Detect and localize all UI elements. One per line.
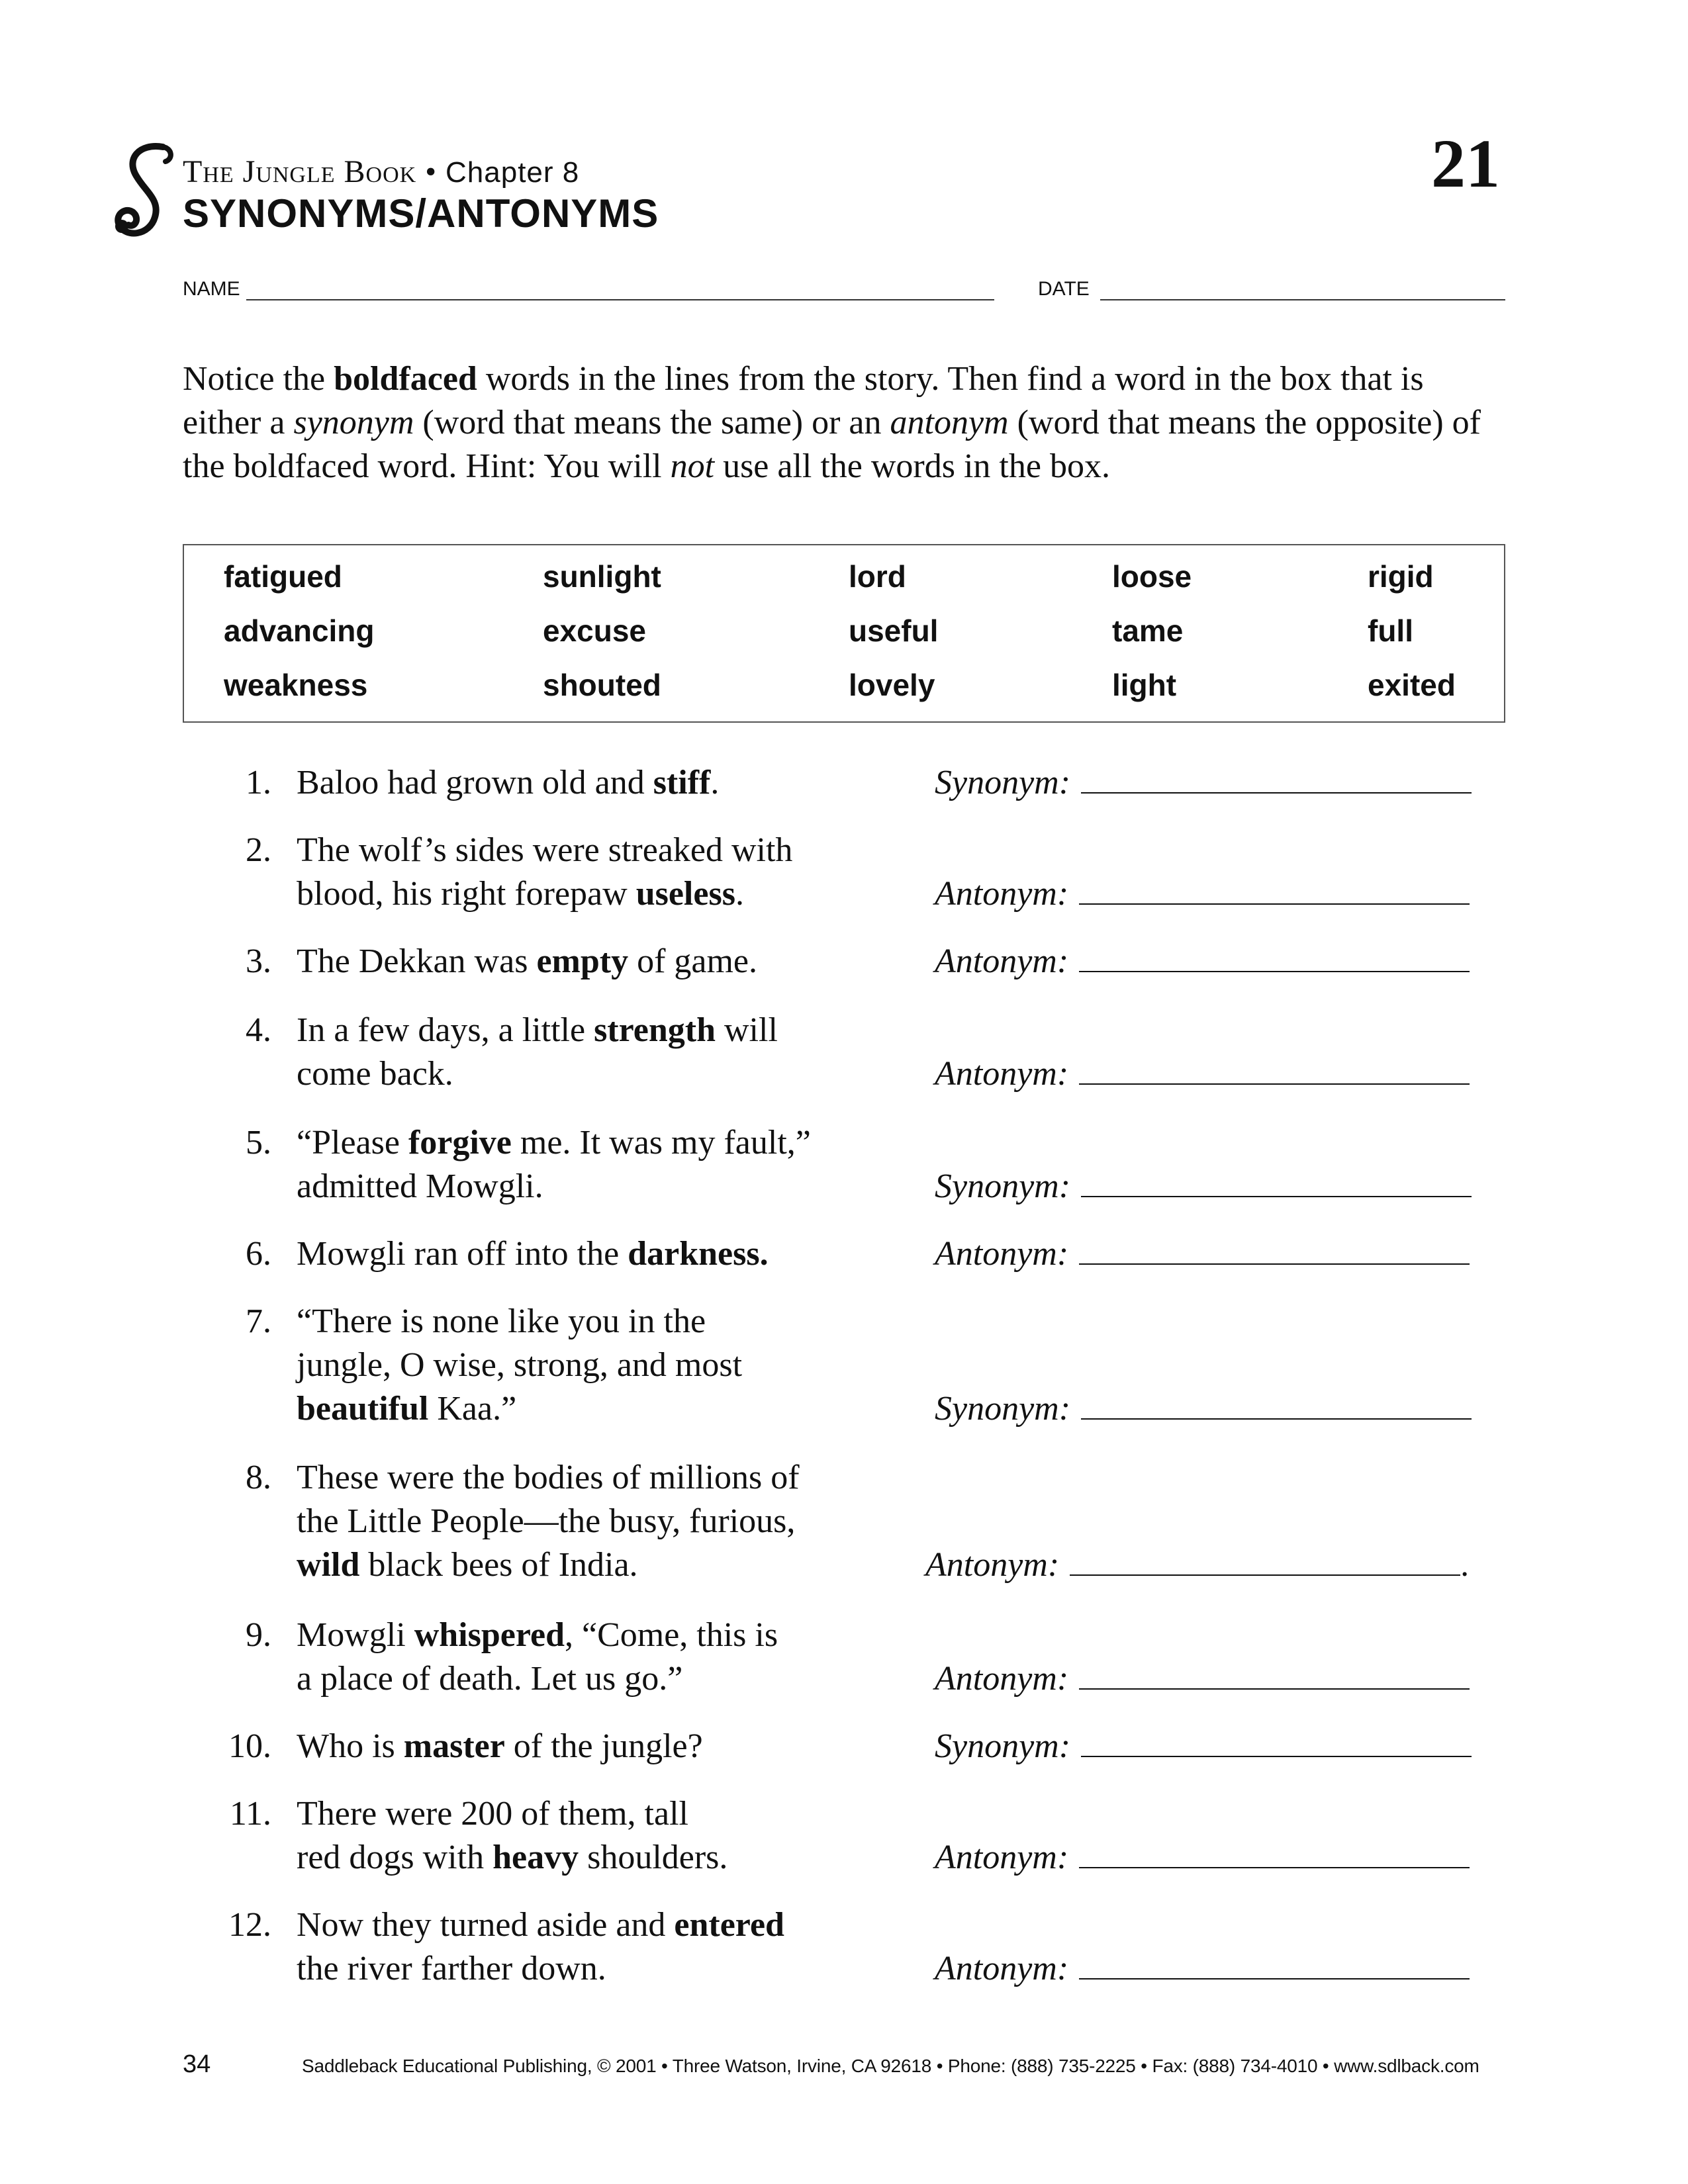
word-box-word: loose bbox=[1112, 559, 1192, 594]
answer-row bbox=[935, 1387, 1472, 1431]
question-text: There were 200 of them, tall red dogs with heavy shoulders. bbox=[297, 1795, 728, 1876]
answer-blank[interactable] bbox=[1079, 944, 1470, 972]
question-number: 5. bbox=[246, 1124, 271, 1161]
answer-row bbox=[935, 761, 1472, 805]
answer-kind-label: Synonym: bbox=[935, 1390, 1071, 1428]
date-label: DATE bbox=[1038, 278, 1090, 300]
answer-blank[interactable] bbox=[1079, 1237, 1470, 1265]
answer-blank[interactable] bbox=[1081, 1169, 1472, 1197]
question-number: 1. bbox=[246, 764, 271, 801]
answer-row bbox=[935, 940, 1470, 983]
question-number: 10. bbox=[228, 1727, 271, 1765]
answer-kind-label: Antonym: bbox=[935, 1235, 1069, 1273]
date-line[interactable] bbox=[1100, 299, 1505, 300]
answer-suffix: . bbox=[1460, 1546, 1470, 1584]
word-box-word: sunlight bbox=[543, 559, 661, 594]
word-box-word: full bbox=[1368, 614, 1413, 648]
book-title: The Jungle Book bbox=[183, 154, 417, 189]
word-box-word: light bbox=[1112, 668, 1177, 702]
question-number: 6. bbox=[246, 1235, 271, 1273]
answer-row bbox=[935, 1657, 1470, 1701]
word-box-word: advancing bbox=[224, 614, 375, 648]
question-text: The wolf’s sides were streaked with blood, his right forepaw useless. bbox=[297, 831, 793, 913]
answer-row bbox=[925, 1543, 1469, 1587]
word-box-word: lovely bbox=[849, 668, 935, 702]
answer-kind-label: Antonym: bbox=[935, 1839, 1069, 1876]
answer-blank[interactable] bbox=[1081, 766, 1472, 794]
question-text: “Please forgive me. It was my fault,” admitted Mowgli. bbox=[297, 1124, 811, 1205]
answer-kind-label: Antonym: bbox=[935, 875, 1069, 913]
answer-row bbox=[935, 1052, 1470, 1096]
answer-kind-label: Synonym: bbox=[935, 1167, 1071, 1205]
answer-blank[interactable] bbox=[1079, 1841, 1470, 1868]
name-line[interactable] bbox=[246, 299, 994, 300]
worksheet-title: SYNONYMS/ANTONYMS bbox=[183, 191, 659, 236]
word-box-word: excuse bbox=[543, 614, 647, 648]
question-number: 9. bbox=[246, 1616, 271, 1654]
book-chapter-line bbox=[183, 154, 579, 190]
answer-row bbox=[935, 1165, 1472, 1208]
question-text: “There is none like you in the jungle, O wise, strong, and most beautiful Kaa.” bbox=[297, 1302, 743, 1428]
word-box-word: fatigued bbox=[224, 559, 342, 594]
answer-row bbox=[935, 1836, 1470, 1880]
word-box-word: lord bbox=[849, 559, 906, 594]
question-number: 11. bbox=[229, 1795, 271, 1833]
question-text: These were the bodies of millions of the Little People—the busy, furious, wild black bees of India. bbox=[297, 1459, 800, 1584]
name-label: NAME bbox=[183, 278, 240, 300]
answer-blank[interactable] bbox=[1081, 1392, 1472, 1420]
answer-blank[interactable] bbox=[1070, 1548, 1460, 1576]
question-number: 8. bbox=[246, 1459, 271, 1496]
separator: • bbox=[425, 154, 438, 189]
question-text: The Dekkan was empty of game. bbox=[297, 942, 758, 980]
answer-kind-label: Synonym: bbox=[935, 764, 1071, 801]
word-box-word: tame bbox=[1112, 614, 1184, 648]
question-number: 7. bbox=[246, 1302, 271, 1340]
answer-blank[interactable] bbox=[1079, 1057, 1470, 1085]
word-box-word: useful bbox=[849, 614, 939, 648]
answer-kind-label: Antonym: bbox=[935, 1950, 1069, 1987]
word-box bbox=[183, 544, 1505, 723]
answer-kind-label: Antonym: bbox=[935, 1660, 1069, 1698]
footer-credit: Saddleback Educational Publishing, © 2001 • Three Watson, Irvine, CA 92618 • Phone: (888) 735-2225 • Fax: (888) 734-4010 • www.sdlback.com bbox=[302, 2056, 1479, 2076]
question-text: Now they turned aside and entered the river farther down. bbox=[297, 1906, 784, 1987]
answer-kind-label: Antonym: bbox=[925, 1546, 1060, 1584]
chapter-label: Chapter 8 bbox=[445, 156, 580, 189]
publisher-logo bbox=[99, 139, 192, 245]
word-box-word: shouted bbox=[543, 668, 661, 702]
answer-blank[interactable] bbox=[1079, 877, 1470, 905]
answer-row bbox=[935, 1947, 1470, 1991]
question-text: Mowgli ran off into the darkness. bbox=[297, 1235, 769, 1273]
answer-blank[interactable] bbox=[1079, 1952, 1470, 1979]
question-text: Baloo had grown old and stiff. bbox=[297, 764, 720, 801]
question-text: In a few days, a little strength will come back. bbox=[297, 1011, 778, 1093]
s-logo-icon bbox=[99, 139, 192, 245]
instructions: Notice the boldfaced words in the lines from the story. Then find a word in the box that is either a synonym (word that means the same) or an antonym (word that means the opposite) of the boldfaced word. Hint: You will not use all the words in the box. bbox=[183, 360, 1481, 485]
question-number: 12. bbox=[228, 1906, 271, 1944]
word-box-word: rigid bbox=[1368, 559, 1434, 594]
answer-row bbox=[935, 1725, 1472, 1768]
question-text: Who is master of the jungle? bbox=[297, 1727, 703, 1765]
footer-page-number: 34 bbox=[183, 2050, 211, 2078]
question-number: 4. bbox=[246, 1011, 271, 1049]
answer-kind-label: Antonym: bbox=[935, 1055, 1069, 1093]
answer-row bbox=[935, 1232, 1470, 1276]
question-number: 3. bbox=[246, 942, 271, 980]
word-box-word: weakness bbox=[224, 668, 368, 702]
answer-row bbox=[935, 872, 1470, 916]
page-number: 21 bbox=[1431, 126, 1500, 202]
question-number: 2. bbox=[246, 831, 271, 869]
answer-kind-label: Antonym: bbox=[935, 942, 1069, 980]
word-box-word: exited bbox=[1368, 668, 1456, 702]
answer-blank[interactable] bbox=[1079, 1662, 1470, 1690]
answer-kind-label: Synonym: bbox=[935, 1727, 1071, 1765]
answer-blank[interactable] bbox=[1081, 1729, 1472, 1757]
question-text: Mowgli whispered, “Come, this is a place of death. Let us go.” bbox=[297, 1616, 778, 1698]
